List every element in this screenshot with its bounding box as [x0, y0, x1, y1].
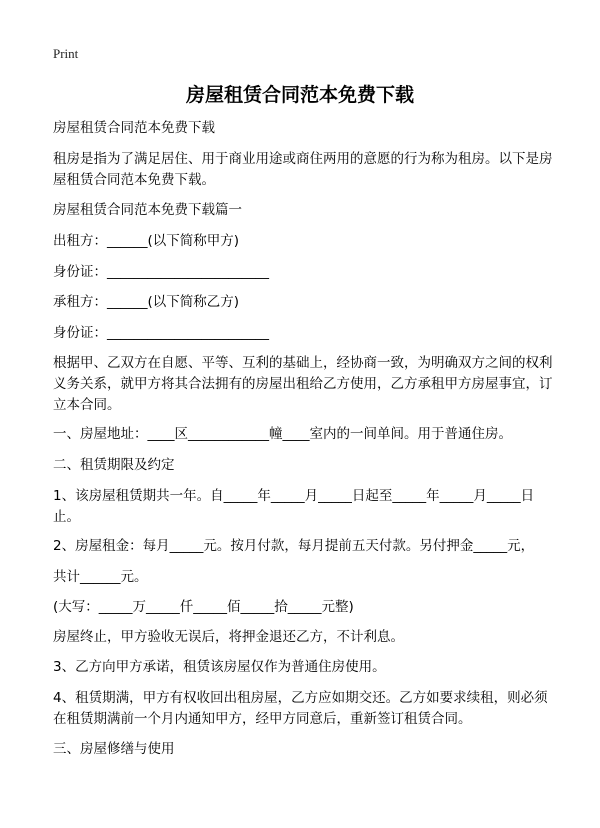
intro-heading: 房屋租赁合同范本免费下载	[53, 120, 215, 136]
lessor-line: 出租方：______(以下简称甲方)	[53, 233, 240, 249]
lessee-line: 承租方：______(以下简称乙方)	[53, 294, 240, 310]
print-link[interactable]: Print	[53, 46, 79, 61]
preamble-paragraph: 根据甲、乙双方在自愿、平等、互利的基础上，经协商一致，为明确双方之间的权利义务关系，就甲方将其合法拥有的房屋出租给乙方使用，乙方承租甲方房屋事宜，订立本合同。	[53, 355, 553, 413]
clause-lease-term-heading: 二、租赁期限及约定	[53, 457, 175, 473]
lessor-id-line: 身份证：________________________	[53, 264, 269, 280]
intro-paragraph: 租房是指为了满足居住、用于商业用途或商住两用的意愿的行为称为租房。以下是房屋租赁合同范本免费下载。	[53, 151, 553, 188]
lessee-id-line: 身份证：________________________	[53, 325, 269, 341]
clause-rent: 2、房屋租金：每月_____元。按月付款，每月提前五天付款。另付押金_____元，	[53, 538, 535, 554]
clause-house-address: 一、房屋地址：____区____________幢____室内的一间单间。用于普通住房。	[53, 426, 512, 442]
clause-rent-uppercase: (大写：_____万_____仟_____佰_____拾_____元整)	[53, 599, 354, 615]
clause-deposit-return: 房屋终止，甲方验收无误后，将押金退还乙方，不计利息。	[53, 629, 404, 645]
clause-lease-period: 1、该房屋租赁期共一年。自_____年_____月_____日起至_____年_____月_____日止。	[53, 488, 535, 525]
clause-repair-heading: 三、房屋修缮与使用	[53, 741, 175, 757]
clause-usage-promise: 3、乙方向甲方承诺，租赁该房屋仅作为普通住房使用。	[53, 659, 386, 675]
clause-rent-total: 共计______元。	[53, 569, 148, 585]
section-heading-part-one: 房屋租赁合同范本免费下载篇一	[53, 202, 242, 218]
clause-lease-renewal: 4、租赁期满，甲方有权收回出租房屋，乙方应如期交还。乙方如要求续租，则必须在租赁期满前一个月内通知甲方，经甲方同意后，重新签订租赁合同。	[53, 690, 548, 727]
document-title: 房屋租赁合同范本免费下载	[185, 84, 414, 106]
